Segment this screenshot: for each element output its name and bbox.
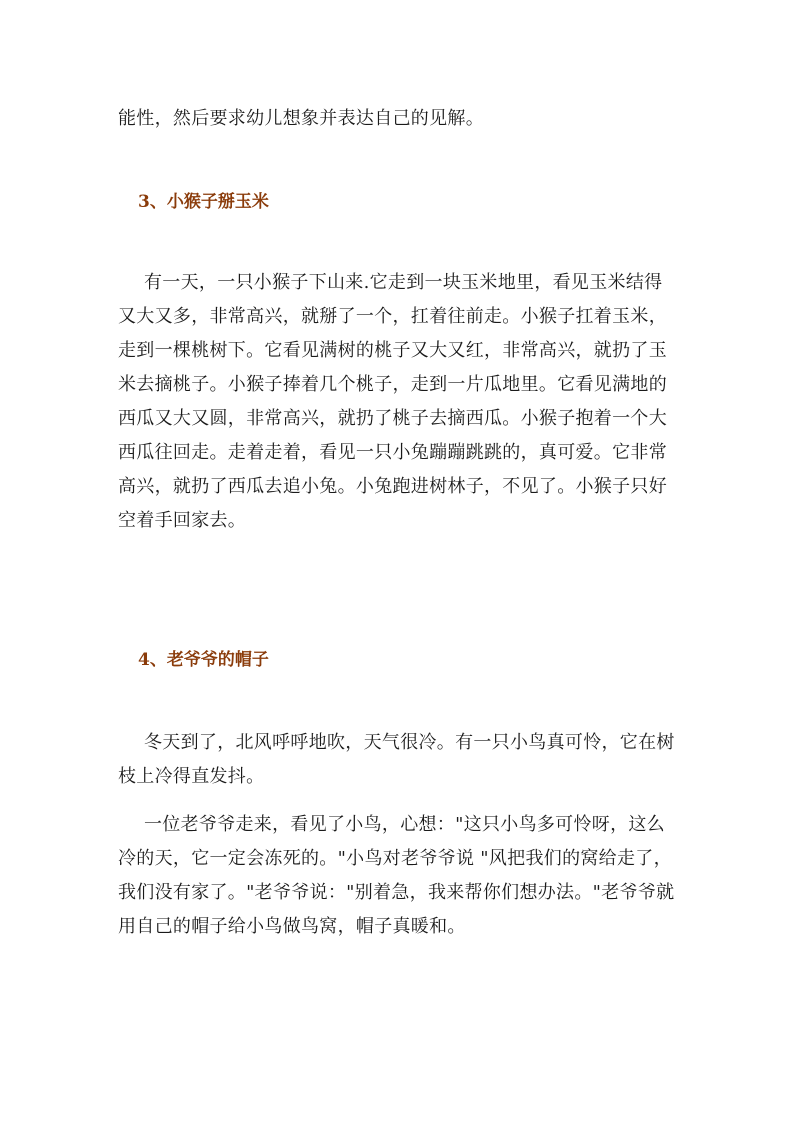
story4-title: 老爷爷的帽子 xyxy=(166,650,269,670)
story3-paragraph: 有一天，一只小猴子下山来.它走到一块玉米地里，看见玉米结得又大又多，非常高兴，就掰了一个，扛着往前走。小猴子扛着玉米，走到一棵桃树下。它看见满树的桃子又大又红，非常高兴，就扔了玉米去摘桃子。小猴子捧着几个桃子，走到一片瓜地里。它看见满地的西瓜又大又圆，非常高兴，就扔了桃子去摘西瓜。小猴子抱着一个大西瓜往回走。走着走着，看见一只小兔蹦蹦跳跳的，真可爱。它非常高兴，就扔了西瓜去追小兔。小兔跑进树林子，不见了。小猴子只好空着手回家去。 xyxy=(118,272,667,531)
story4-paragraph-1: 冬天到了，北风呼呼地吹，天气很冷。有一只小鸟真可怜，它在树枝上冷得直发抖。 xyxy=(118,732,675,787)
story4-heading xyxy=(138,648,269,672)
story4-number: 4 xyxy=(138,650,150,670)
story4-paragraph-2: 一位老爷爷走来，看见了小鸟，心想："这只小鸟多可怜呀，这么冷的天，它一定会冻死的。"小鸟对老爷爷说 "风把我们的窝给走了，我们没有家了。"老爷爷说："别着急，我来帮你们想办法。"老爷爷就用自己的帽子给小鸟做鸟窝，帽子真暖和。 xyxy=(118,814,675,937)
story3-title: 小猴子掰玉米 xyxy=(166,192,269,212)
intro-paragraph: 能性，然后要求幼儿想象并表达自己的见解。 xyxy=(118,108,484,129)
story3-heading xyxy=(138,190,269,214)
story3-separator: 、 xyxy=(149,192,167,212)
story3-number: 3 xyxy=(138,192,150,212)
story4-separator: 、 xyxy=(149,650,167,670)
